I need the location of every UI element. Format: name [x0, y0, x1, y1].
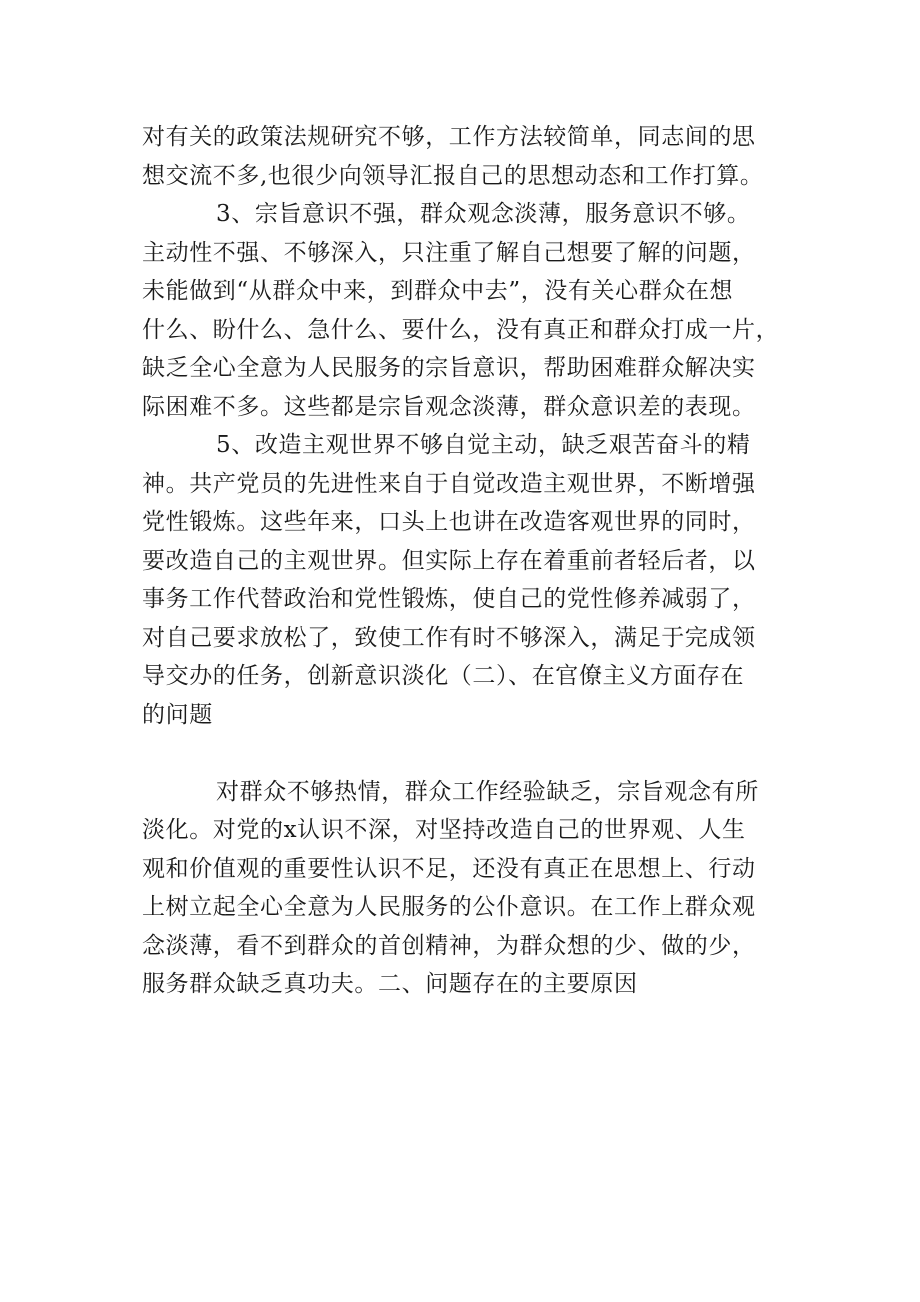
document-page [142, 118, 782, 1004]
text-line: 主动性不强、不够深入，只注重了解自己想要了解的问题， [142, 239, 756, 266]
paragraph-1 [142, 118, 782, 195]
text-line: 未能做到“从群众中来，到群众中去”，没有关心群众在想 [142, 278, 734, 304]
text-line: 想交流不多,也很少向领导汇报自己的思想动态和工作打算。 [142, 162, 764, 189]
text-line: 事务工作代替政治和党性锻炼，使自己的党性修养减弱了， [142, 586, 756, 612]
text-line: 3、宗旨意识不强，群众观念淡薄，服务意识不够。 [216, 201, 751, 227]
text-line: 什么、盼什么、急什么、要什么，没有真正和群众打成一片， [142, 316, 780, 343]
paragraph-4 [142, 773, 782, 1004]
text-line: 际困难不多。这些都是宗旨观念淡薄，群众意识差的表现。 [142, 393, 756, 420]
text-line: 导交办的任务，创新意识淡化（二）、在官僚主义方面存在 [142, 663, 745, 689]
text-line: 对群众不够热情，群众工作经验缺乏，宗旨观念有所 [216, 778, 759, 805]
text-line: 对有关的政策法规研究不够，工作方法较简单，同志间的思 [142, 124, 756, 150]
text-line: 念淡薄，看不到群众的首创精神，为群众想的少、做的少， [142, 932, 756, 959]
text-line: 淡化。对党的x认识不深，对坚持改造自己的世界观、人生 [142, 817, 746, 843]
paragraph-spacer [142, 734, 782, 773]
text-line: 5、改造主观世界不够自觉主动，缺乏艰苦奋斗的精 [216, 432, 751, 458]
text-line: 上树立起全心全意为人民服务的公仆意识。在工作上群众观 [142, 894, 756, 920]
text-line: 神。共产党员的先进性来自于自觉改造主观世界，不断增强 [142, 470, 756, 497]
text-line: 观和价值观的重要性认识不足，还没有真正在思想上、行动 [142, 855, 756, 882]
text-line: 党性锻炼。这些年来，口头上也讲在改造客观世界的同时， [142, 509, 756, 535]
paragraph-3 [142, 426, 782, 734]
text-line: 要改造自己的主观世界。但实际上存在着重前者轻后者，以 [142, 547, 756, 574]
text-line: 缺乏全心全意为人民服务的宗旨意识，帮助困难群众解决实 [142, 355, 756, 381]
text-line: 服务群众缺乏真功夫。二、问题存在的主要原因 [142, 971, 638, 997]
text-line: 的问题 [142, 701, 213, 728]
text-line: 对自己要求放松了，致使工作有时不够深入，满足于完成领 [142, 624, 756, 651]
paragraph-2 [142, 195, 782, 426]
